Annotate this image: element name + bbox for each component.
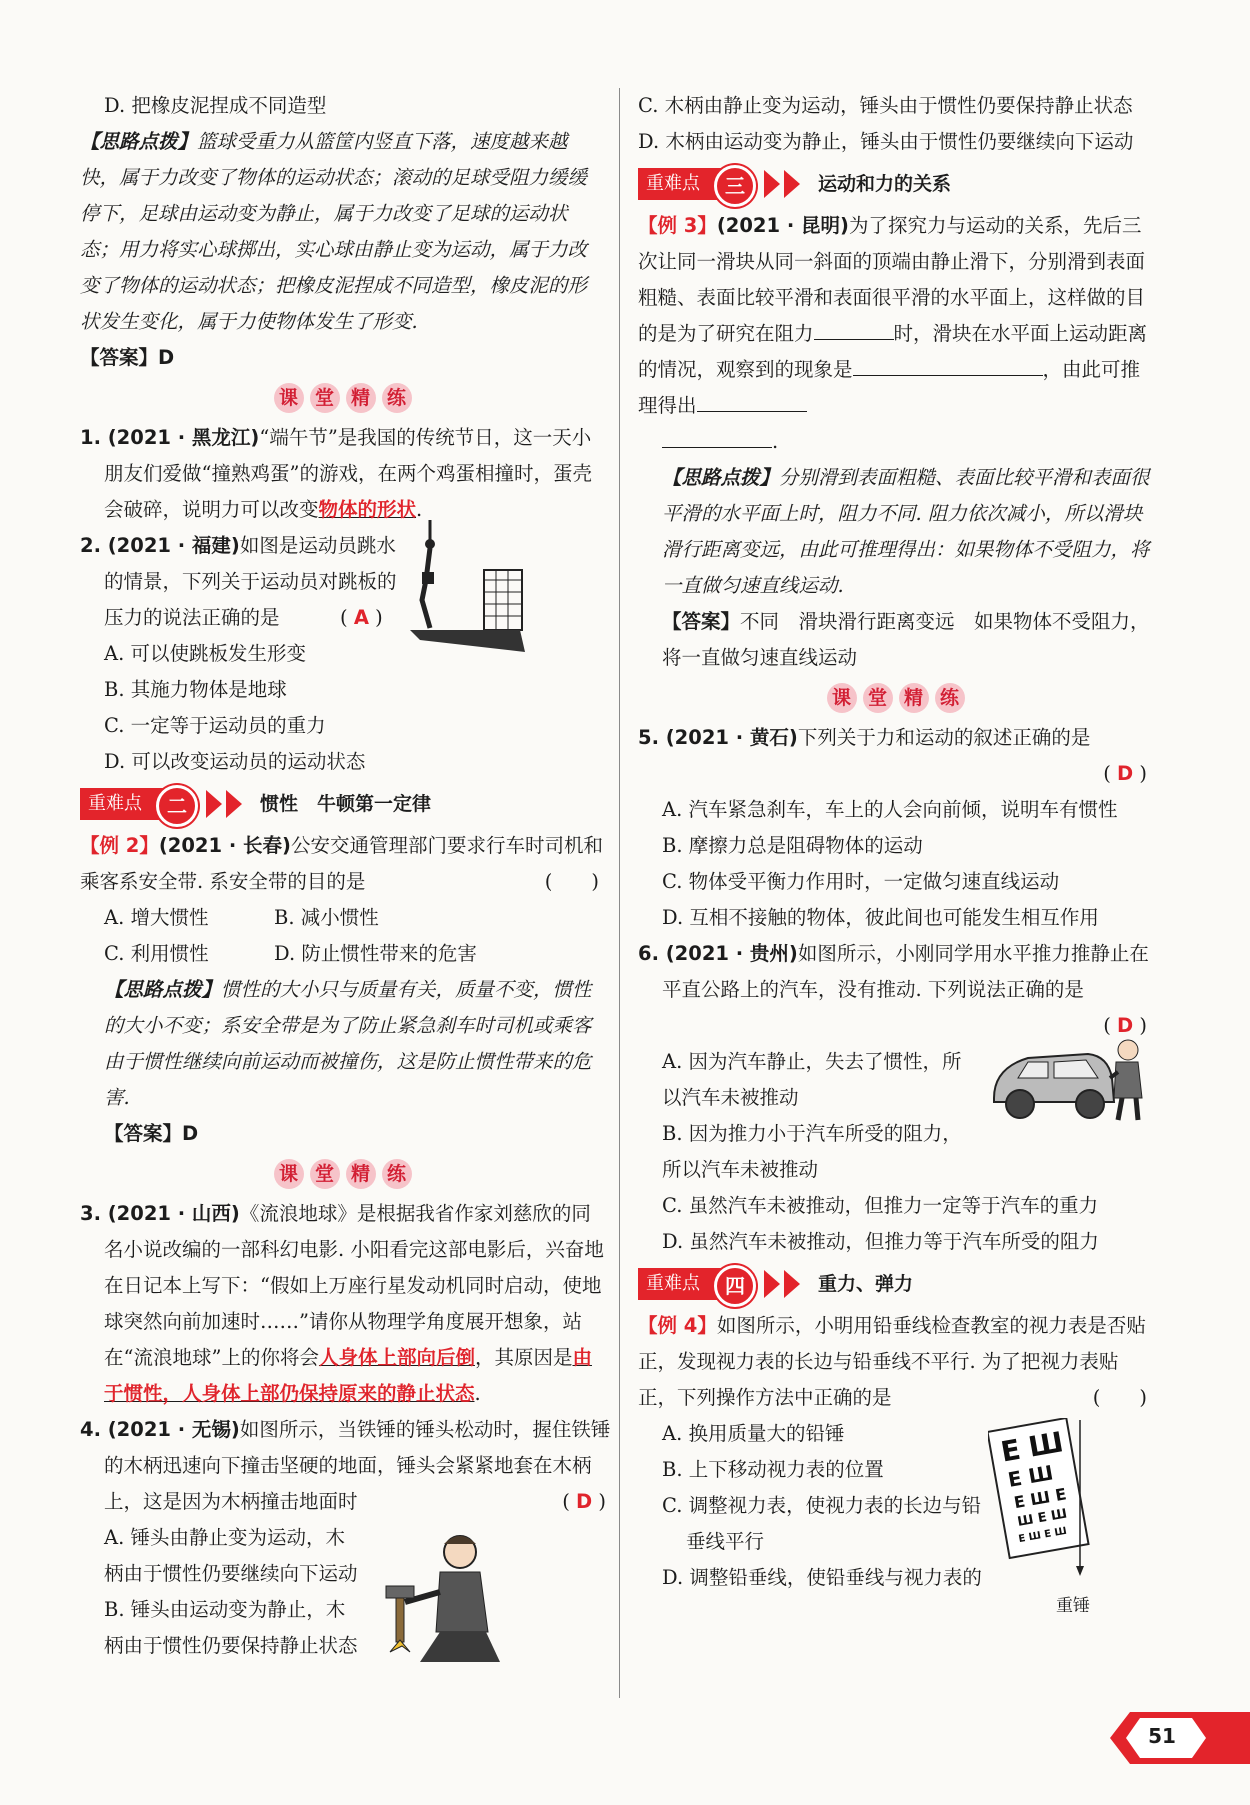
svg-text:Ш E Ш: Ш E Ш: [1016, 1506, 1069, 1530]
eye-chart-figure: [988, 1418, 1108, 1588]
option-d: D. 把橡皮泥捏成不同造型: [104, 94, 327, 117]
practice-banner: 课 堂 精 练: [80, 380, 605, 416]
right-column: C. 木柄由静止变为运动，锤头由于惯性仍要保持静止状态 D. 木柄由运动变为静止，锤头由于惯性仍要继续向下运动 重难点 三 运动和力的关系 【例 3】(2021 · 昆明)为了探究力与运动的关系，先后三次让同一滑块从同一斜面的顶端由静止滑下，分别滑到表面粗糙、表面比较平滑和表面很平滑的水平面上，这样做的目的是为了研究在阻力 时，滑块在水平面上运动距离的情况，观察到的现象是 ，由此可推理得出 . 【思路点拨】分别滑到表面粗糙、表面比较平滑和表面很平滑的水平面上时，阻力不同. 阻力依次减小，所以滑块滑行距离变远，由此可推理得出：如果物体不受阻力，将一直做匀速直线运动. 【答案】不同 滑块滑行距离变远 如果物体不受阻力，将一直做匀速直线运动 课 堂 精 练 5. (2021 · 黄石)下列关于力和运动的叙述正确的是 ( D ) A. 汽车紧急刹车，车上的人会向前倾，说明车有惯性 B. 摩擦力总是阻碍物体的运动 C. 物体受平衡力作用时，一定做匀速直线运动 D. 互相不接触的物体，彼此间也可能发生相互作用 6. (2021 · 贵州)如图所示，小刚同学用水平推力推静止在平直公路上的汽车，没有推动. 下列说法正确的是 ( D ) A. 因为汽车静止，失去了惯性，所以汽车未被推动 B. 因为推力小于汽车所受的阻力，所以汽车未被推动 C. 虽然汽车未被推动，但推力一定等于汽车的重力 D. 虽然汽车未被推动，但推力等于汽车所受的阻力 重难点 四 重力、弹力 【例 4】如图所示，小明用铅垂线检查教室的视力表是否贴正，发现视力表的长边与铅垂线不平行. 为了把视力表贴正，下列操作方法中正确的是 ( ) A. 换用质量大的铅锤 B. 上下移动视力表的位置 C. 调整视力表，使视力表的长边与铅垂线平行 D. 调整铅垂线，使铅垂线与视力表的 E Ш E Ш E Ш E Ш E Ш E Ш E Ш 重锤: [638, 88, 1153, 1596]
double-arrow-icon: [764, 170, 812, 198]
section-title: 重力、弹力: [818, 1273, 914, 1295]
svg-text:E: E: [998, 1432, 1023, 1469]
question-6: 6. (2021 · 贵州)如图所示，小刚同学用水平推力推静止在平直公路上的汽车，没有推动. 下列说法正确的是 ( D ) A. 因为汽车静止，失去了惯性，所以汽车未被推动 B. 因为推力小于汽车所受的阻力，所以汽车未被推动 C. 虽然汽车未被推动，但推力一定等于汽车的重力 D. 虽然汽车未被推动，但推力等于汽车所受的阻力: [638, 942, 1149, 1253]
section-title: 惯性 牛顿第一定律: [260, 793, 432, 815]
page-number-badge: [1110, 1712, 1250, 1764]
question-3: 3. (2021 · 山西)《流浪地球》是根据我省作家刘慈欣的同名小说改编的一部科幻电影. 小阳看完这部电影后，兴奋地在日记本上写下：“假如上万座行星发动机同时启动，使地球突然向前加速时……”请你从物理学角度展开想象，站在“流浪地球”上的你将会人身体上部向后倒，其原因是由于惯性，人身体上部仍保持原来的静止状态.: [80, 1202, 604, 1405]
example-2: 【例 2】(2021 · 长春)公安交通管理部门要求行车时司机和乘客系安全带. 系安全带的目的是 ( ) A. 增大惯性 B. 减小惯性 C. 利用惯性 D. 防止惯性带来的危害 【思路点拨】惯性的大小只与质量有关，质量不变，惯性的大小不变；系安全带是为了防止紧急刹车时司机或乘客由于惯性继续向前运动而被撞伤，这是防止惯性带来的危害. 【答案】D: [80, 834, 603, 1145]
car-push-figure: [988, 1028, 1148, 1128]
answer-line: 【答案】D: [80, 346, 175, 369]
hint-paragraph: 【思路点拨】篮球受重力从篮筐内竖直下落，速度越来越快，属于力改变了物体的运动状态；滚动的足球受阻力缓缓停下，足球由运动变为静止，属于力改变了足球的运动状态；用力将实心球掷出，实心球由静止变为运动，属于力改变了物体的运动状态；把橡皮泥捏成不同造型，橡皮泥的形状发生变化，属于力使物体发生了形变.: [80, 130, 588, 333]
left-column: [80, 88, 611, 1664]
practice-banner: 课 堂 精 练: [80, 1156, 605, 1192]
question-5: 5. (2021 · 黄石)下列关于力和运动的叙述正确的是 ( D ) A. 汽车紧急刹车，车上的人会向前倾，说明车有惯性 B. 摩擦力总是阻碍物体的运动 C. 物体受平衡力作用时，一定做匀速直线运动 D. 互相不接触的物体，彼此间也可能发生相互作用: [638, 726, 1147, 929]
section-title: 运动和力的关系: [818, 173, 952, 195]
section-header-4: 重难点 四 重力、弹力: [638, 1264, 1153, 1304]
answer-line: 【答案】不同 滑块滑行距离变远 如果物体不受阻力，将一直做匀速直线运动: [662, 610, 1150, 669]
column-divider: [619, 88, 620, 1698]
practice-banner: 课 堂 精 练: [638, 680, 1153, 716]
page-number: 51: [1148, 1724, 1176, 1748]
svg-text:E Ш E: E Ш E: [1012, 1484, 1068, 1513]
double-arrow-icon: [764, 1270, 812, 1298]
svg-text:E Ш E Ш: E Ш E Ш: [1017, 1525, 1068, 1546]
figure-label: 重锤: [1056, 1596, 1090, 1616]
hint-paragraph: 【思路点拨】分别滑到表面粗糙、表面比较平滑和表面很平滑的水平面上时，阻力不同. 阻力依次减小，所以滑块滑行距离变远，由此可推理得出：如果物体不受阻力，将一直做匀速直线运动.: [662, 466, 1150, 597]
question-1: 1. (2021 · 黑龙江)“端午节”是我国的传统节日，这一天小朋友们爱做“撞熟鸡蛋”的游戏，在两个鸡蛋相撞时，蛋壳会破碎，说明力可以改变物体的形状.: [80, 426, 592, 521]
svg-text:Ш: Ш: [1025, 1425, 1066, 1464]
section-header-2: 重难点 二 惯性 牛顿第一定律: [80, 784, 605, 824]
double-arrow-icon: [206, 790, 254, 818]
svg-text:E Ш: E Ш: [1006, 1460, 1055, 1492]
section-header-3: 重难点 三 运动和力的关系: [638, 164, 1153, 204]
diving-figure: [400, 520, 530, 660]
question-4: 4. (2021 · 无锡)如图所示，当铁锤的锤头松动时，握住铁锤的木柄迅速向下撞击坚硬的地面，锤头会紧紧地套在木柄上，这是因为木柄撞击地面时 ( D ) A. 锤头由静止变为运动，木柄由于惯性仍要继续向下运动 B. 锤头由运动变为静止，木柄由于惯性仍要保持静止状态: [80, 1412, 605, 1664]
example-3: 【例 3】(2021 · 昆明)为了探究力与运动的关系，先后三次让同一滑块从同一斜面的顶端由静止滑下，分别滑到表面粗糙、表面比较平滑和表面很平滑的水平面上，这样做的目的是为了研究在阻力 时，滑块在水平面上运动距离的情况，观察到的现象是 ，由此可推理得出 .: [638, 214, 1148, 453]
hammer-figure: [380, 1522, 530, 1672]
q2-answer: A: [353, 606, 369, 629]
example-4: 【例 4】如图所示，小明用铅垂线检查教室的视力表是否贴正，发现视力表的长边与铅垂线不平行. 为了把视力表贴正，下列操作方法中正确的是 ( ) A. 换用质量大的铅锤 B. 上下移动视力表的位置 C. 调整视力表，使视力表的长边与铅垂线平行 D. 调整铅垂线，使铅垂线与视力表的 E Ш E Ш E Ш E Ш E Ш E Ш E Ш 重锤: [638, 1308, 1153, 1596]
question-2: 2. (2021 · 福建)如图是运动员跳水的情景，下列关于运动员对跳板的压力的说法正确的是 ( A ) A. 可以使跳板发生形变 B. 其施力物体是地球 C. 一定等于运动员的重力 D. 可以改变运动员的运动状态: [80, 528, 605, 780]
